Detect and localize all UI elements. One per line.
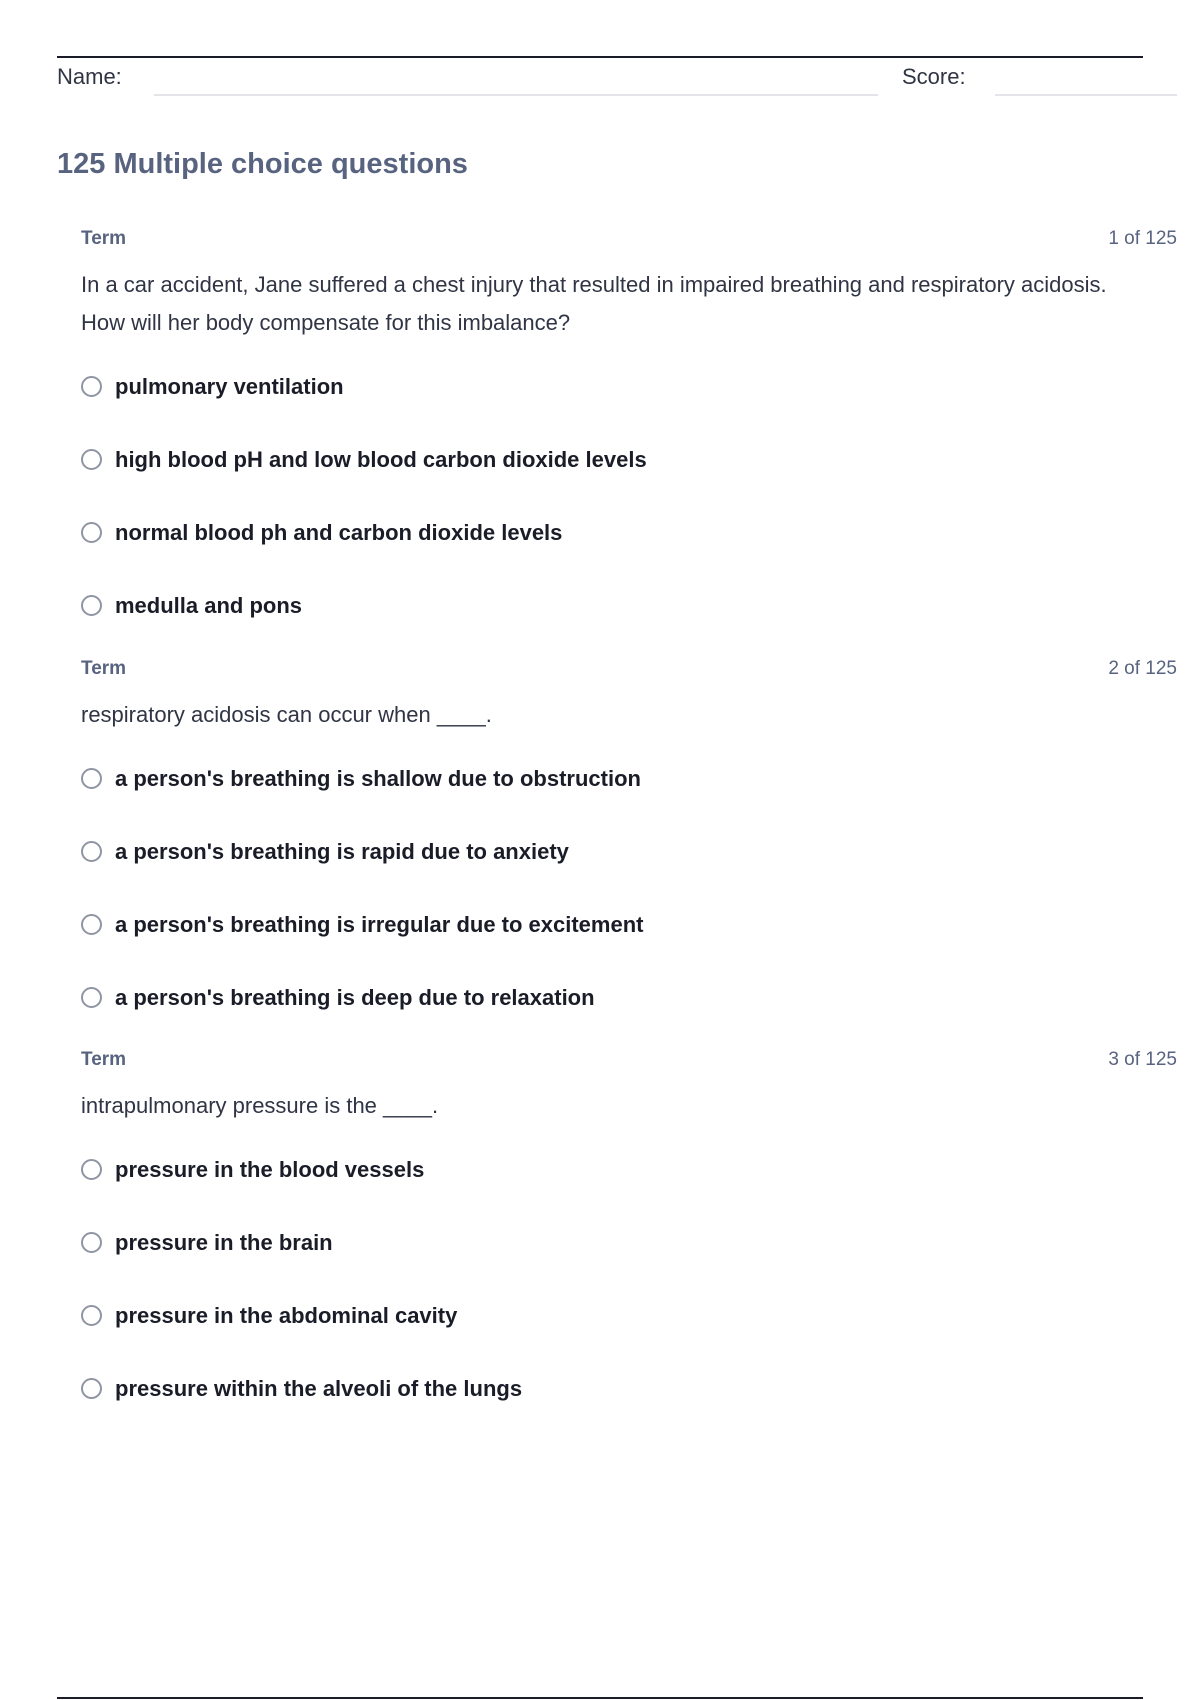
radio-button[interactable] — [81, 914, 102, 935]
section-title: 125 Multiple choice questions — [57, 148, 468, 180]
answer-option-label: pressure in the brain — [115, 1229, 333, 1255]
radio-button[interactable] — [81, 987, 102, 1008]
answer-option[interactable] — [81, 815, 1177, 888]
answer-option[interactable] — [81, 423, 1177, 496]
answer-option[interactable] — [81, 1279, 1177, 1352]
answer-option[interactable] — [81, 1206, 1177, 1279]
radio-button[interactable] — [81, 1378, 102, 1399]
radio-button[interactable] — [81, 449, 102, 470]
answer-option-label: pulmonary ventilation — [115, 373, 344, 399]
answer-option-label: medulla and pons — [115, 592, 303, 618]
radio-button[interactable] — [81, 768, 102, 789]
term-label: Term — [81, 658, 127, 679]
term-label: Term — [81, 1049, 127, 1070]
top-divider — [57, 56, 1143, 58]
answer-options — [81, 742, 1177, 1034]
radio-button[interactable] — [81, 1159, 102, 1180]
answer-option-label: pressure within the alveoli of the lungs — [115, 1375, 523, 1401]
answer-option-label: a person's breathing is rapid due to anxiety — [115, 838, 569, 864]
question-prompt: respiratory acidosis can occur when ____. — [81, 702, 492, 727]
radio-button[interactable] — [81, 1305, 102, 1326]
answer-option[interactable] — [81, 742, 1177, 815]
worksheet-header — [57, 60, 1177, 100]
question-header — [81, 228, 1177, 256]
question-header — [81, 1049, 1177, 1077]
answer-options — [81, 350, 1177, 642]
answer-option[interactable] — [81, 888, 1177, 961]
question-header — [81, 658, 1177, 686]
answer-option-label: pressure in the abdominal cavity — [115, 1302, 458, 1328]
score-label: Score: — [902, 64, 966, 89]
question-1 — [81, 228, 1177, 642]
answer-option-label: high blood pH and low blood carbon dioxide levels — [115, 446, 647, 472]
question-counter: 2 of 125 — [1108, 658, 1177, 679]
answer-option-label: a person's breathing is deep due to relaxation — [115, 984, 595, 1010]
answer-option-label: a person's breathing is irregular due to excitement — [115, 911, 644, 937]
radio-button[interactable] — [81, 376, 102, 397]
answer-option[interactable] — [81, 569, 1177, 642]
radio-button[interactable] — [81, 522, 102, 543]
answer-option[interactable] — [81, 496, 1177, 569]
question-3 — [81, 1049, 1177, 1425]
question-2 — [81, 658, 1177, 1034]
answer-option[interactable] — [81, 1352, 1177, 1425]
name-field[interactable] — [154, 94, 878, 96]
question-counter: 1 of 125 — [1108, 228, 1177, 249]
answer-option[interactable] — [81, 350, 1177, 423]
answer-option-label: normal blood ph and carbon dioxide levels — [115, 519, 563, 545]
answer-option[interactable] — [81, 961, 1177, 1034]
answer-option-label: a person's breathing is shallow due to obstruction — [115, 765, 641, 791]
score-field[interactable] — [995, 94, 1177, 96]
question-prompt: intrapulmonary pressure is the ____. — [81, 1093, 439, 1118]
answer-option[interactable] — [81, 1133, 1177, 1206]
radio-button[interactable] — [81, 1232, 102, 1253]
radio-button[interactable] — [81, 841, 102, 862]
name-label: Name: — [57, 64, 122, 89]
bottom-divider — [57, 1697, 1143, 1699]
question-prompt: In a car accident, Jane suffered a chest injury that resulted in impaired breathing and respiratory acidosis. How will her body compensate for this imbalance? — [81, 272, 1107, 335]
term-label: Term — [81, 228, 127, 249]
question-counter: 3 of 125 — [1108, 1049, 1177, 1070]
answer-option-label: pressure in the blood vessels — [115, 1156, 425, 1182]
answer-options — [81, 1133, 1177, 1425]
radio-button[interactable] — [81, 595, 102, 616]
